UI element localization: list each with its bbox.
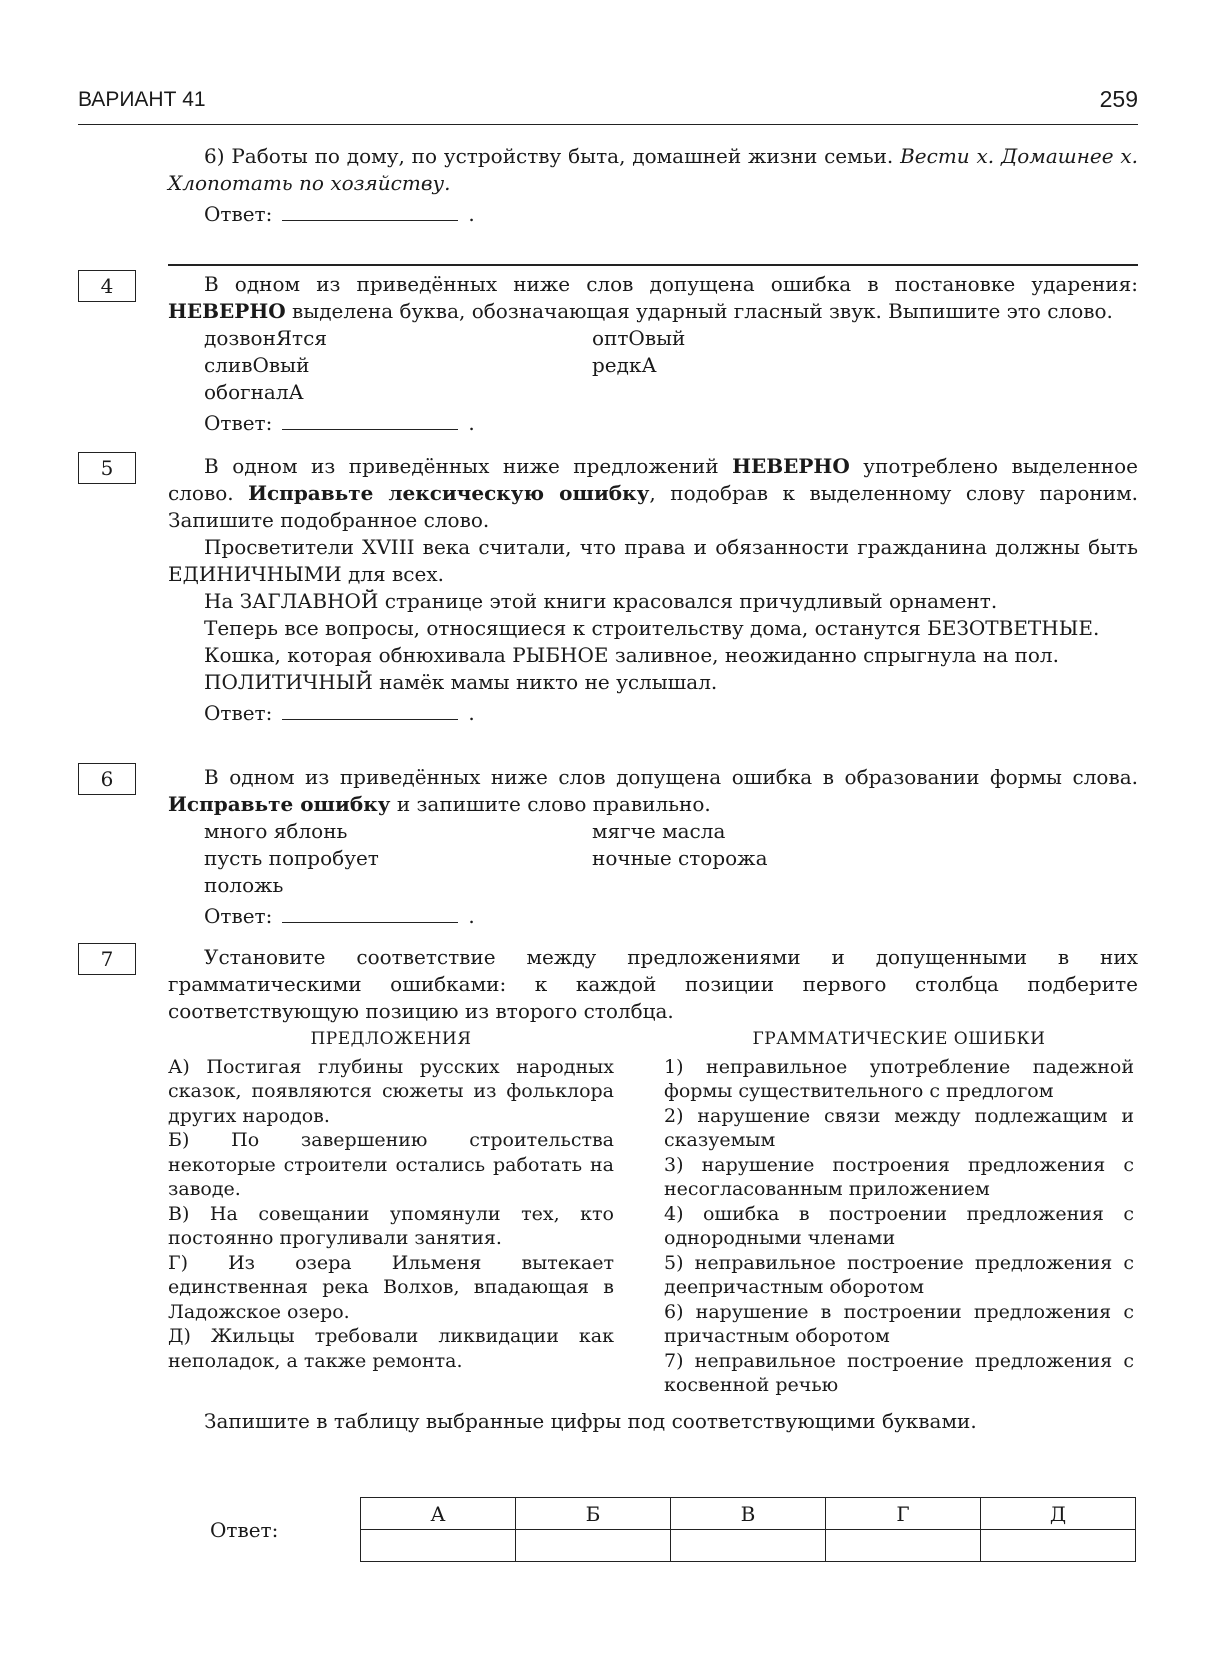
q7-answer-cell-d[interactable] bbox=[981, 1530, 1136, 1562]
q7-left-header: ПРЕДЛОЖЕНИЯ bbox=[310, 1029, 472, 1049]
q5-sentence: Просветители XVIII века считали, что права и обязанности гражданина должны быть ЕДИНИЧНЫМИ для всех. bbox=[168, 535, 1138, 586]
q7-error: 4) ошибка в построении предложения с однородными членами bbox=[664, 1202, 1134, 1249]
q3-tail bbox=[168, 143, 1138, 228]
q6-block bbox=[168, 764, 1138, 930]
q4-word: дозвонЯтся bbox=[204, 326, 327, 350]
q7-error: 7) неправильное построение предложения с косвенной речью bbox=[664, 1349, 1134, 1396]
q7-answer-table bbox=[360, 1497, 1136, 1562]
q4-word-list bbox=[168, 325, 1138, 406]
header-divider bbox=[78, 124, 1138, 125]
q6-word: ночные сторожа bbox=[592, 846, 768, 870]
q4-word: обогналА bbox=[204, 380, 304, 404]
q7-answer-cell-b[interactable] bbox=[516, 1530, 671, 1562]
q3-answer-blank[interactable] bbox=[282, 204, 458, 221]
q6-word: много яблонь bbox=[204, 819, 348, 843]
q7-error: 6) нарушение в построении предложения с причастным оборотом bbox=[664, 1300, 1134, 1347]
variant-title: ВАРИАНТ 41 bbox=[78, 88, 206, 111]
q7-sentence: Г) Из озера Ильменя вытекает единственная река Волхов, впадающая в Ладожское озеро. bbox=[168, 1251, 614, 1323]
page-header bbox=[78, 88, 1138, 122]
q7-right-header: ГРАММАТИЧЕСКИЕ ОШИБКИ bbox=[752, 1029, 1046, 1049]
q7-answer-cell-v[interactable] bbox=[671, 1530, 826, 1562]
q7-table-header-cell: Б bbox=[516, 1498, 671, 1530]
q7-sentence: Б) По завершению строительства некоторые строители остались работать на заводе. bbox=[168, 1129, 614, 1200]
q5-intro: В одном из приведённых ниже предложений НЕВЕРНО употреблено выделенное слово. Исправьте лексическую ошибку, подобрав к выделенному слову пароним. Запишите подобранное слово. bbox=[168, 454, 1139, 532]
section-divider bbox=[168, 264, 1138, 266]
q7-answer-table-input-row bbox=[361, 1530, 1136, 1562]
q5-sentence: Теперь все вопросы, относящиеся к строительству дома, останутся БЕЗОТВЕТНЫЕ. bbox=[204, 616, 1100, 640]
q7-left-column bbox=[168, 1027, 614, 1398]
q7-answer-cell-a[interactable] bbox=[361, 1530, 516, 1562]
q7-sentence: А) Постигая глубины русских народных сказок, появляются сюжеты из фольклора других народов. bbox=[168, 1055, 614, 1127]
q7-answer-cell-g[interactable] bbox=[826, 1530, 981, 1562]
q3-examples: Вести х. Домашнее х. Хлопотать по хозяйству. bbox=[168, 144, 1139, 195]
q6-word-list bbox=[168, 818, 1138, 899]
q7-table-header-cell: Д bbox=[981, 1498, 1136, 1530]
q7-answer-table-header bbox=[361, 1498, 1136, 1530]
q4-number-box: 4 bbox=[78, 270, 136, 302]
q7-error: 2) нарушение связи между подлежащим и сказуемым bbox=[664, 1104, 1134, 1151]
q7-error: 3) нарушение построения предложения с несогласованным приложением bbox=[664, 1153, 1134, 1200]
q4-answer-blank[interactable] bbox=[282, 413, 458, 430]
q7-number-box: 7 bbox=[78, 943, 136, 975]
q7-sentence: В) На совещании упомянули тех, кто постоянно прогуливали занятия. bbox=[168, 1202, 614, 1249]
q4-word: редкА bbox=[592, 353, 657, 377]
q7-intro: Установите соответствие между предложениями и допущенными в них грамматическими ошибками: к каждой позиции первого столбца подберите соответствующую позицию из второго столбца. bbox=[168, 945, 1138, 1023]
q6-word: пусть попробует bbox=[204, 846, 379, 870]
q3-answer-line: Ответ: . bbox=[204, 202, 475, 226]
q7-table-header-cell: В bbox=[671, 1498, 826, 1530]
q6-intro: В одном из приведённых ниже слов допущена ошибка в образовании формы слова. Исправьте ошибку и запишите слово правильно. bbox=[168, 765, 1138, 816]
q3-item-6: 6) Работы по дому, по устройству быта, домашней жизни семьи. Вести х. Домашнее х. Хлопотать по хозяйству. bbox=[168, 144, 1139, 195]
page-number: 259 bbox=[1099, 86, 1138, 112]
q6-word: мягче масла bbox=[592, 819, 726, 843]
q5-answer-blank[interactable] bbox=[282, 703, 458, 720]
q7-table-header-cell: Г bbox=[826, 1498, 981, 1530]
q7-right-column bbox=[664, 1027, 1134, 1398]
q5-sentence: Кошка, которая обнюхивала РЫБНОЕ заливное, неожиданно спрыгнула на пол. bbox=[204, 643, 1059, 667]
q5-number-box: 5 bbox=[78, 452, 136, 484]
q7-columns bbox=[168, 1027, 1138, 1398]
q4-intro: В одном из приведённых ниже слов допущена ошибка в постановке ударения: НЕВЕРНО выделена буква, обозначающая ударный гласный звук. Выпишите это слово. bbox=[168, 272, 1138, 323]
q5-answer-line: Ответ: . bbox=[204, 701, 475, 725]
q7-error: 5) неправильное построение предложения с деепричастным оборотом bbox=[664, 1251, 1134, 1298]
q7-table-instruction: Запишите в таблицу выбранные цифры под соответствующими буквами. bbox=[204, 1408, 977, 1433]
q7-table-header-cell: А bbox=[361, 1498, 516, 1530]
q7-error: 1) неправильное употребление падежной формы существительного с предлогом bbox=[664, 1055, 1134, 1102]
q4-word: сливОвый bbox=[204, 353, 310, 377]
q4-answer-line: Ответ: . bbox=[204, 411, 475, 435]
q7-block bbox=[168, 944, 1138, 1435]
q7-sentence: Д) Жильцы требовали ликвидации как неполадок, а также ремонта. bbox=[168, 1325, 614, 1372]
q7-answer-label: Ответ: bbox=[210, 1518, 279, 1542]
q6-number-box: 6 bbox=[78, 763, 136, 795]
q5-block bbox=[168, 453, 1138, 727]
q6-answer-line: Ответ: . bbox=[204, 904, 475, 928]
q5-sentence: На ЗАГЛАВНОЙ странице этой книги красовался причудливый орнамент. bbox=[204, 589, 998, 613]
q4-block bbox=[168, 271, 1138, 437]
q6-word: положь bbox=[204, 873, 284, 897]
q5-sentence: ПОЛИТИЧНЫЙ намёк мамы никто не услышал. bbox=[204, 670, 718, 694]
q4-word: оптОвый bbox=[592, 326, 686, 350]
q6-answer-blank[interactable] bbox=[282, 906, 458, 923]
